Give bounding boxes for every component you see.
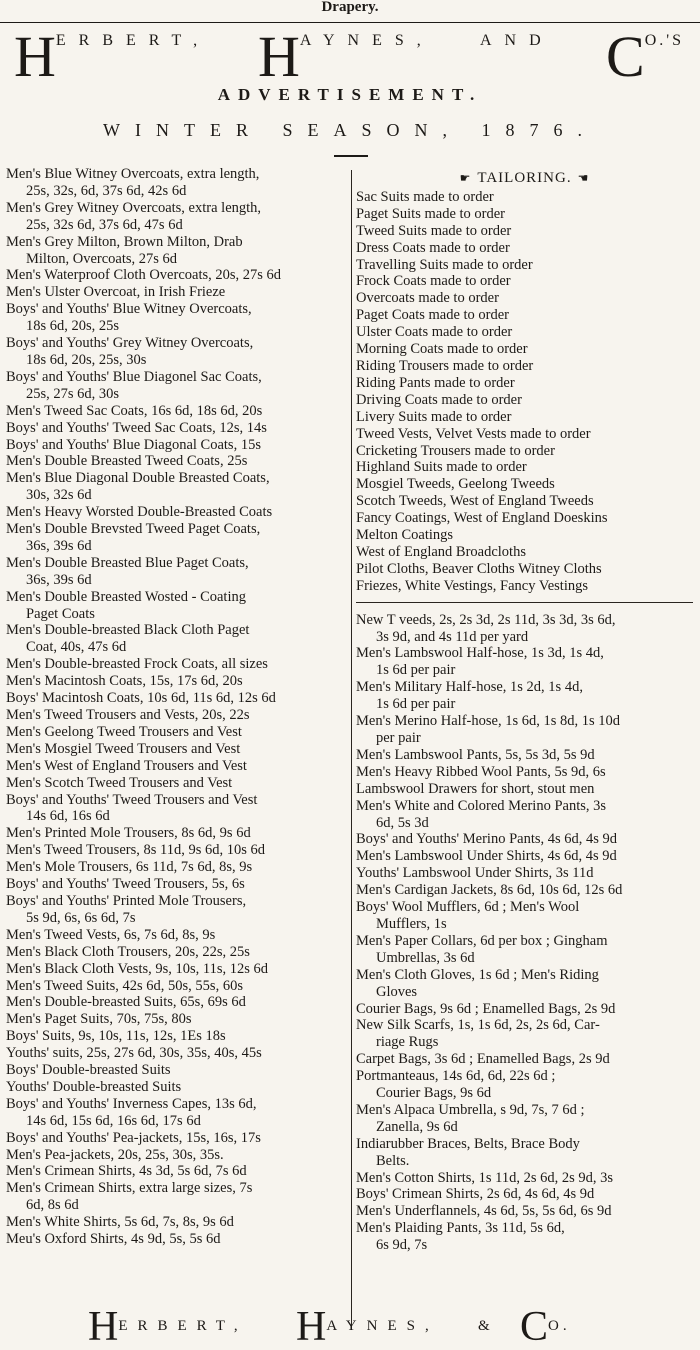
- entry-continuation: Mufflers, 1s: [376, 915, 447, 932]
- price-entry: [6, 589, 348, 623]
- price-entry: [6, 1096, 348, 1130]
- entry-text: Men's Blue Diagonal Double Breasted Coats,: [6, 470, 270, 487]
- section-label: Drapery.: [321, 0, 379, 15]
- tailoring-item: Dress Coats made to order: [356, 239, 510, 256]
- price-entry: [6, 876, 348, 893]
- entry-text: Men's Ulster Overcoat, in Irish Frieze: [6, 284, 226, 301]
- price-entry: [356, 831, 693, 848]
- entry-text: Men's Cloth Gloves, 1s 6d ; Men's Riding: [356, 966, 599, 983]
- entry-text: Boys' and Youths' Blue Diagonel Sac Coats,: [6, 368, 262, 385]
- entry-text: Men's Cardigan Jackets, 8s 6d, 10s 6d, 12s 6d: [356, 882, 623, 899]
- price-entry: [356, 848, 693, 865]
- price-entry: [6, 1180, 348, 1214]
- entry-continuation: 1s 6d per pair: [376, 662, 456, 679]
- price-entry: [356, 1102, 693, 1136]
- entry-text: Men's Military Half-hose, 1s 2d, 1s 4d,: [356, 679, 583, 696]
- masthead-haynes-rest: AYNES,: [299, 32, 434, 49]
- entry-text: Men's Grey Witney Overcoats, extra length,: [6, 199, 262, 216]
- tailoring-separator: [356, 602, 693, 603]
- footer-haynes-rest: AYNES,: [326, 1318, 439, 1334]
- price-entry: [6, 284, 348, 301]
- price-entry: [6, 166, 348, 200]
- price-entry: [6, 994, 348, 1011]
- entry-text: Boys' and Youths' Pea-jackets, 15s, 16s, 17s: [6, 1129, 261, 1146]
- masthead-word-haynes: [258, 24, 434, 89]
- masthead-word-herbert: [14, 24, 211, 89]
- entry-text: Men's Blue Witney Overcoats, extra length,: [6, 166, 260, 182]
- column-divider: [351, 170, 352, 1330]
- entry-continuation: 18s 6d, 20s, 25s: [26, 318, 120, 335]
- price-entry: [356, 967, 693, 1001]
- season-line: WINTER SEASON, 1876.: [103, 120, 597, 140]
- footer-initial-c: C: [520, 1304, 549, 1350]
- price-entry: [6, 420, 348, 437]
- entry-text: Men's Printed Mole Trousers, 8s 6d, 9s 6d: [6, 825, 251, 842]
- entry-text: Youths' Double-breasted Suits: [6, 1078, 182, 1095]
- price-entry: [356, 1136, 693, 1170]
- price-entry: [6, 656, 348, 673]
- entry-text: Lambswool Drawers for short, stout men: [356, 780, 595, 797]
- footer-signature: [0, 1300, 700, 1350]
- entry-text: Boys' and Youths' Blue Diagonal Coats, 15s: [6, 436, 261, 453]
- price-entry: [6, 1011, 348, 1028]
- tailoring-item: Livery Suits made to order: [356, 408, 512, 425]
- entry-text: Youths' Lambswool Under Shirts, 3s 11d: [356, 865, 594, 882]
- tailoring-item: Friezes, White Vestings, Fancy Vestings: [356, 577, 588, 594]
- right-price-list: [356, 612, 693, 1254]
- entry-text: Men's Double-breasted Black Cloth Paget: [6, 622, 250, 639]
- price-entry: [356, 1186, 693, 1203]
- price-entry: [356, 1203, 693, 1220]
- price-entry: [6, 504, 348, 521]
- entry-text: Men's Crimean Shirts, extra large sizes, 7s: [6, 1180, 253, 1197]
- entry-text: Boys' Wool Mufflers, 6d ; Men's Wool: [356, 899, 580, 916]
- entry-text: Men's Tweed Vests, 6s, 7s 6d, 8s, 9s: [6, 926, 216, 943]
- entry-text: Men's Mole Trousers, 6s 11d, 7s 6d, 8s, 9s: [6, 859, 253, 876]
- price-entry: [6, 775, 348, 792]
- entry-text: Men's Paper Collars, 6d per box ; Gingham: [356, 932, 608, 949]
- tailoring-item: Riding Pants made to order: [356, 374, 515, 391]
- entry-text: Men's Pea-jackets, 20s, 25s, 30s, 35s.: [6, 1146, 224, 1163]
- price-entry: [6, 1028, 348, 1045]
- price-entry: [6, 1130, 348, 1147]
- price-entry: [6, 234, 348, 268]
- entry-continuation: Gloves: [376, 983, 418, 1000]
- entry-text: New Silk Scarfs, 1s, 1s 6d, 2s, 2s 6d, Car-: [356, 1017, 600, 1034]
- price-entry: [6, 200, 348, 234]
- entry-continuation: Zanella, 9s 6d: [376, 1118, 458, 1135]
- entry-continuation: per pair: [376, 730, 421, 746]
- price-entry: [6, 622, 348, 656]
- entry-text: Men's Tweed Sac Coats, 16s 6d, 18s 6d, 20s: [6, 402, 263, 419]
- footer-herbert-rest: ERBERT,: [118, 1318, 248, 1334]
- footer-word-haynes: [296, 1306, 439, 1348]
- price-entry: [6, 369, 348, 403]
- entry-text: Men's Waterproof Cloth Overcoats, 20s, 27s 6d: [6, 267, 282, 284]
- entry-text: Portmanteaus, 14s 6d, 6d, 22s 6d ;: [356, 1068, 556, 1085]
- tailoring-item: Fancy Coatings, West of England Doeskins: [356, 510, 608, 527]
- price-entry: [356, 1017, 693, 1051]
- price-entry: [6, 1163, 348, 1180]
- entry-text: Boys' Suits, 9s, 10s, 11s, 12s, 1Es 18s: [6, 1028, 226, 1045]
- price-entry: [6, 403, 348, 420]
- entry-text: Courier Bags, 9s 6d ; Enamelled Bags, 2s 9d: [356, 1000, 616, 1017]
- footer-ampersand: &: [478, 1318, 500, 1334]
- entry-continuation: 5s 9d, 6s, 6s 6d, 7s: [26, 909, 136, 926]
- price-entry: [356, 612, 693, 646]
- footer-word-co: [520, 1306, 571, 1348]
- entry-text: Men's Alpaca Umbrella, s 9d, 7s, 7 6d ;: [356, 1101, 585, 1118]
- price-entry: [356, 1170, 693, 1187]
- masthead-and: AND: [480, 32, 554, 49]
- entry-continuation: Belts.: [376, 1152, 410, 1169]
- price-entry: [6, 758, 348, 775]
- masthead: [0, 24, 700, 112]
- price-entry: [6, 707, 348, 724]
- tailoring-item: West of England Broadcloths: [356, 543, 526, 560]
- right-price-column: [356, 166, 693, 1254]
- tailoring-item: Mosgiel Tweeds, Geelong Tweeds: [356, 476, 555, 493]
- entry-text: Men's Grey Milton, Brown Milton, Drab: [6, 233, 243, 250]
- entry-text: Men's Plaiding Pants, 3s 11d, 5s 6d,: [356, 1220, 565, 1237]
- entry-continuation: 25s, 27s 6d, 30s: [26, 385, 120, 402]
- entry-continuation: 6s 9d, 7s: [376, 1237, 428, 1254]
- entry-text: Men's Heavy Worsted Double-Breasted Coats: [6, 504, 273, 521]
- entry-continuation: 36s, 39s 6d: [26, 537, 92, 554]
- entry-text: Carpet Bags, 3s 6d ; Enamelled Bags, 2s 9d: [356, 1051, 610, 1068]
- entry-continuation: 14s 6d, 15s 6d, 16s 6d, 17s 6d: [26, 1112, 201, 1129]
- entry-text: Boys' and Youths' Tweed Trousers, 5s, 6s: [6, 876, 245, 893]
- tailoring-item: Melton Coatings: [356, 527, 454, 544]
- masthead-initial-h2: H: [258, 24, 300, 89]
- tailoring-item: Morning Coats made to order: [356, 341, 528, 358]
- entry-text: Men's Geelong Tweed Trousers and Vest: [6, 723, 242, 740]
- tailoring-heading: [356, 170, 693, 187]
- tailoring-item: Paget Coats made to order: [356, 307, 510, 324]
- entry-text: Youths' suits, 25s, 27s 6d, 30s, 35s, 40s, 45s: [6, 1045, 262, 1062]
- entry-text: Men's West of England Trousers and Vest: [6, 757, 247, 774]
- entry-text: Boys' Macintosh Coats, 10s 6d, 11s 6d, 12s 6d: [6, 690, 276, 707]
- entry-text: Men's Double Brevsted Tweed Paget Coats,: [6, 521, 261, 538]
- price-entry: [6, 893, 348, 927]
- price-entry: [6, 842, 348, 859]
- price-entry: [6, 1062, 348, 1079]
- masthead-initial-c: C: [606, 24, 645, 89]
- entry-text: Boys' and Youths' Printed Mole Trousers,: [6, 892, 247, 909]
- entry-text: Men's Macintosh Coats, 15s, 17s 6d, 20s: [6, 673, 243, 690]
- tailoring-item: Tweed Suits made to order: [356, 222, 512, 239]
- price-entry: [6, 690, 348, 707]
- entry-text: Boys' and Youths' Tweed Sac Coats, 12s, 14s: [6, 419, 267, 436]
- price-entry: [6, 1214, 348, 1231]
- left-price-column: [6, 166, 348, 1248]
- entry-continuation: 18s 6d, 20s, 25s, 30s: [26, 351, 147, 368]
- entry-text: Boys' and Youths' Grey Witney Overcoats,: [6, 335, 254, 352]
- pointing-hand-icon: ☛: [459, 171, 472, 185]
- price-entry: [356, 798, 693, 832]
- masthead-co-rest: O.'S: [644, 32, 685, 49]
- price-entry: [356, 781, 693, 798]
- entry-text: Boys' Double-breasted Suits: [6, 1062, 171, 1079]
- price-entry: [6, 470, 348, 504]
- entry-text: Men's Lambswool Under Shirts, 4s 6d, 4s 9d: [356, 848, 617, 865]
- entry-text: Boys' and Youths' Inverness Capes, 13s 6d,: [6, 1095, 257, 1112]
- entry-text: Men's White Shirts, 5s 6d, 7s, 8s, 9s 6d: [6, 1214, 234, 1231]
- price-entry: [6, 724, 348, 741]
- price-entry: [6, 267, 348, 284]
- price-entry: [356, 764, 693, 781]
- tailoring-item: Cricketing Trousers made to order: [356, 442, 555, 459]
- masthead-herbert-rest: ERBERT,: [55, 32, 211, 49]
- masthead-initial-h: H: [14, 24, 56, 89]
- entry-continuation: Paget Coats: [26, 605, 95, 622]
- entry-text: Men's Paget Suits, 70s, 75s, 80s: [6, 1011, 192, 1028]
- entry-text: Men's Black Cloth Vests, 9s, 10s, 11s, 12s 6d: [6, 960, 269, 977]
- price-entry: [356, 1068, 693, 1102]
- entry-text: Men's Crimean Shirts, 4s 3d, 5s 6d, 7s 6d: [6, 1163, 247, 1180]
- masthead-word-co: [606, 24, 685, 89]
- price-entry: [356, 865, 693, 882]
- entry-text: Men's Double Breasted Blue Paget Coats,: [6, 554, 249, 571]
- tailoring-item: Highland Suits made to order: [356, 459, 527, 476]
- price-entry: [6, 1147, 348, 1164]
- entry-text: Boys' and Youths' Blue Witney Overcoats,: [6, 301, 252, 318]
- tailoring-item: Driving Coats made to order: [356, 391, 522, 408]
- price-entry: [356, 1001, 693, 1018]
- entry-text: Men's Mosgiel Tweed Trousers and Vest: [6, 740, 241, 757]
- entry-text: Indiarubber Braces, Belts, Brace Body: [356, 1135, 580, 1152]
- entry-continuation: 6d, 5s 3d: [376, 814, 429, 831]
- entry-text: Men's Tweed Trousers and Vests, 20s, 22s: [6, 707, 250, 723]
- entry-text: Men's Cotton Shirts, 1s 11d, 2s 6d, 2s 9d, 3s: [356, 1169, 614, 1186]
- entry-text: New T veeds, 2s, 2s 3d, 2s 11d, 3s 3d, 3s 6d,: [356, 611, 616, 628]
- top-rule: [0, 22, 700, 23]
- entry-continuation: Coat, 40s, 47s 6d: [26, 639, 127, 656]
- tailoring-item: Tweed Vests, Velvet Vests made to order: [356, 425, 591, 442]
- price-entry: [356, 1051, 693, 1068]
- pointing-hand-icon-right: ☚: [577, 171, 590, 185]
- footer-initial-h: H: [88, 1304, 119, 1350]
- tailoring-heading-text: TAILORING.: [477, 170, 572, 186]
- entry-text: Boys' and Youths' Merino Pants, 4s 6d, 4s 9d: [356, 831, 618, 848]
- entry-continuation: 1s 6d per pair: [376, 696, 456, 713]
- tailoring-item: Pilot Cloths, Beaver Cloths Witney Cloths: [356, 560, 602, 577]
- price-entry: [6, 1079, 348, 1096]
- price-entry: [6, 673, 348, 690]
- price-entry: [6, 301, 348, 335]
- entry-text: Men's Scotch Tweed Trousers and Vest: [6, 774, 233, 791]
- entry-continuation: 14s 6d, 16s 6d: [26, 808, 110, 825]
- entry-text: Men's Black Cloth Trousers, 20s, 22s, 25s: [6, 943, 250, 960]
- entry-continuation: 25s, 32s 6d, 37s 6d, 47s 6d: [26, 216, 183, 233]
- price-entry: [356, 1220, 693, 1254]
- tailoring-item: Travelling Suits made to order: [356, 256, 533, 273]
- price-entry: [356, 882, 693, 899]
- price-entry: [6, 335, 348, 369]
- price-entry: [356, 933, 693, 967]
- entry-text: Men's Double-breasted Frock Coats, all sizes: [6, 656, 268, 673]
- entry-text: Men's Underflannels, 4s 6d, 5s, 5s 6d, 6s 9d: [356, 1203, 612, 1220]
- price-entry: [356, 679, 693, 713]
- footer-initial-h2: H: [296, 1304, 327, 1350]
- entry-text: Men's Tweed Trousers, 8s 11d, 9s 6d, 10s 6d: [6, 842, 265, 859]
- price-entry: [6, 555, 348, 589]
- entry-text: Men's Double Breasted Wosted - Coating: [6, 588, 246, 605]
- entry-text: Men's Lambswool Pants, 5s, 5s 3d, 5s 9d: [356, 746, 595, 763]
- price-entry: [356, 713, 693, 747]
- advertisement-subtitle: ADVERTISEMENT.: [217, 85, 483, 104]
- entry-continuation: Umbrellas, 3s 6d: [376, 949, 475, 966]
- entry-continuation: Courier Bags, 9s 6d: [376, 1085, 492, 1102]
- footer-word-herbert: [88, 1306, 248, 1348]
- price-entry: [6, 825, 348, 842]
- price-entry: [6, 437, 348, 454]
- entry-continuation: 3s 9d, and 4s 11d per yard: [376, 628, 529, 645]
- price-entry: [6, 859, 348, 876]
- tailoring-item: Riding Trousers made to order: [356, 357, 534, 374]
- entry-text: Men's Heavy Ribbed Wool Pants, 5s 9d, 6s: [356, 763, 606, 780]
- entry-text: Men's Double Breasted Tweed Coats, 25s: [6, 453, 248, 470]
- price-entry: [6, 978, 348, 995]
- masthead-word-and: [480, 28, 554, 50]
- entry-text: Men's Tweed Suits, 42s 6d, 50s, 55s, 60s: [6, 977, 243, 994]
- entry-continuation: riage Rugs: [376, 1034, 439, 1051]
- price-entry: [6, 927, 348, 944]
- price-entry: [356, 645, 693, 679]
- price-entry: [6, 521, 348, 555]
- footer-ampersand-wrap: [478, 1306, 500, 1335]
- tailoring-item: Frock Coats made to order: [356, 273, 511, 290]
- price-entry: [356, 747, 693, 764]
- price-entry: [356, 899, 693, 933]
- entry-text: Men's White and Colored Merino Pants, 3s: [356, 797, 607, 814]
- entry-continuation: 6d, 8s 6d: [26, 1197, 79, 1214]
- entry-text: Men's Double-breasted Suits, 65s, 69s 6d: [6, 994, 246, 1011]
- entry-continuation: 30s, 32s 6d: [26, 487, 92, 504]
- tailoring-item: Sac Suits made to order: [356, 188, 494, 205]
- entry-text: Boys' Crimean Shirts, 2s 6d, 4s 6d, 4s 9d: [356, 1186, 595, 1203]
- tailoring-item: Ulster Coats made to order: [356, 324, 513, 341]
- tailoring-item: Overcoats made to order: [356, 290, 499, 307]
- entry-text: Meu's Oxford Shirts, 4s 9d, 5s, 5s 6d: [6, 1231, 221, 1248]
- price-entry: [6, 792, 348, 826]
- price-entry: [6, 944, 348, 961]
- price-entry: [6, 453, 348, 470]
- tailoring-item: Paget Suits made to order: [356, 205, 506, 222]
- footer-co-rest: O.: [548, 1318, 571, 1334]
- entry-text: Men's Lambswool Half-hose, 1s 3d, 1s 4d,: [356, 645, 604, 662]
- entry-continuation: Milton, Overcoats, 27s 6d: [26, 250, 178, 267]
- entry-text: Boys' and Youths' Tweed Trousers and Vest: [6, 791, 258, 808]
- season-rule: [334, 155, 368, 157]
- price-entry: [6, 741, 348, 758]
- tailoring-item: Scotch Tweeds, West of England Tweeds: [356, 493, 594, 510]
- price-entry: [6, 1231, 348, 1248]
- entry-continuation: 36s, 39s 6d: [26, 571, 92, 588]
- price-entry: [6, 1045, 348, 1062]
- price-entry: [6, 961, 348, 978]
- entry-text: Men's Merino Half-hose, 1s 6d, 1s 8d, 1s 10d: [356, 713, 620, 730]
- tailoring-list: [356, 189, 693, 595]
- entry-continuation: 25s, 32s, 6d, 37s 6d, 42s 6d: [26, 182, 187, 199]
